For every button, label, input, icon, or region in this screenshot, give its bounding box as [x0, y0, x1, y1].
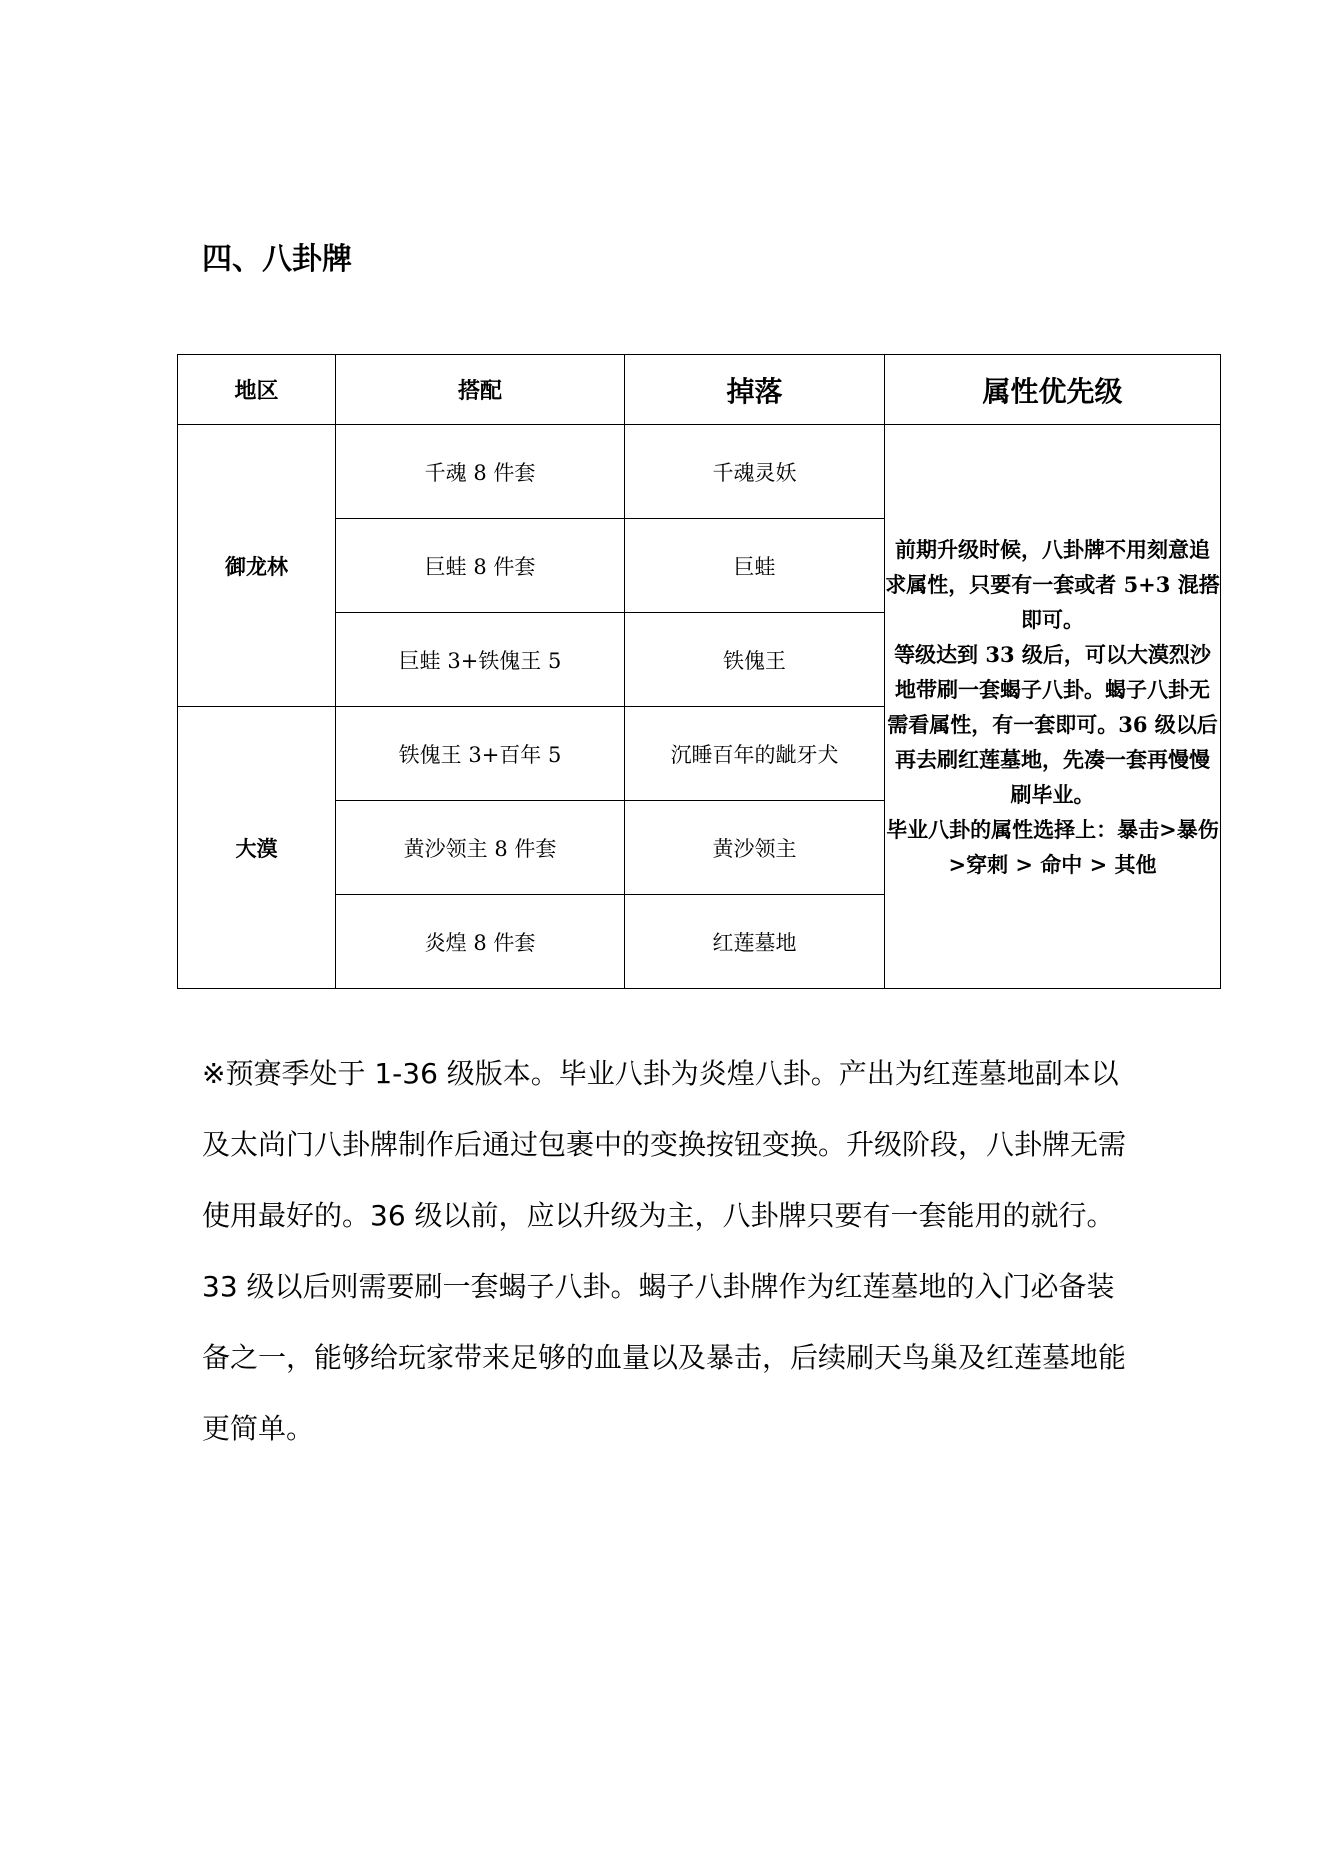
- drop-cell: 千魂灵妖: [625, 425, 885, 519]
- combo-cell: 黄沙领主 8 件套: [336, 801, 625, 895]
- combo-cell: 炎煌 8 件套: [336, 895, 625, 989]
- region-cell: 大漠: [178, 707, 336, 989]
- priority-note: 等级达到 33 级后，可以大漠烈沙地带刷一套蝎子八卦。蝎子八卦无需看属性，有一套即可。36 级以后再去刷红莲墓地，先凑一套再慢慢刷毕业。: [887, 641, 1218, 807]
- bagua-table: [177, 354, 1221, 989]
- drop-cell: 巨蛙: [625, 519, 885, 613]
- region-cell: 御龙林: [178, 425, 336, 707]
- priority-notes-cell: [885, 425, 1221, 989]
- drop-cell: 沉睡百年的龇牙犬: [625, 707, 885, 801]
- drop-cell: 红莲墓地: [625, 895, 885, 989]
- drop-cell: 黄沙领主: [625, 801, 885, 895]
- table-header-row: [178, 355, 1221, 425]
- priority-note: 前期升级时候，八卦牌不用刻意追求属性，只要有一套或者 5+3 混搭即可。: [885, 536, 1220, 632]
- table-row: [178, 425, 1221, 519]
- combo-cell: 巨蛙 3+铁傀王 5: [336, 613, 625, 707]
- combo-cell: 巨蛙 8 件套: [336, 519, 625, 613]
- section-heading: 四、八卦牌: [202, 242, 352, 277]
- combo-cell: 铁傀王 3+百年 5: [336, 707, 625, 801]
- header-combo: 搭配: [336, 355, 625, 425]
- priority-note: 毕业八卦的属性选择上：暴击>暴伤>穿刺 > 命中 > 其他: [886, 816, 1219, 877]
- header-drop: 掉落: [625, 355, 885, 425]
- season-note: ※预赛季处于 1-36 级版本。毕业八卦为炎煌八卦。产出为红莲墓地副本以及太尚门八卦牌制作后通过包裹中的变换按钮变换。升级阶段，八卦牌无需使用最好的。36 级以前，应以升级为主，八卦牌只要有一套能用的就行。33 级以后则需要刷一套蝎子八卦。蝎子八卦牌作为红莲墓地的入门必备装备之一，能够给玩家带来足够的血量以及暴击，后续刷天鸟巢及红莲墓地能更简单。: [202, 1057, 1127, 1445]
- drop-cell: 铁傀王: [625, 613, 885, 707]
- header-priority: 属性优先级: [885, 355, 1221, 425]
- combo-cell: 千魂 8 件套: [336, 425, 625, 519]
- header-region: 地区: [178, 355, 336, 425]
